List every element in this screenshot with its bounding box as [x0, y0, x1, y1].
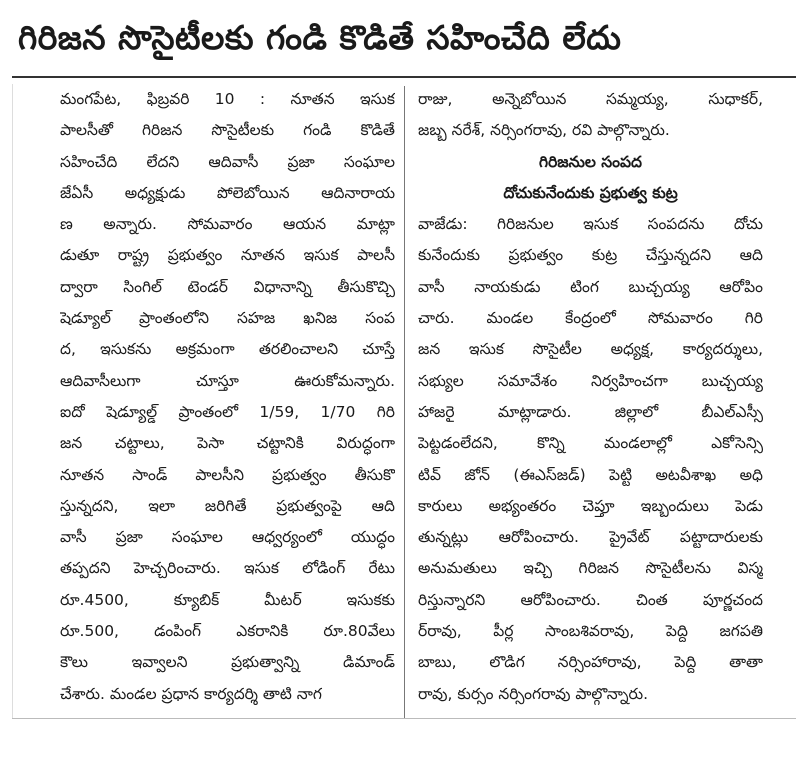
text-line: పెట్టడంలేదని, కొన్ని మండలాల్లో ఎకోసెన్సి [418, 434, 763, 453]
text-line: తప్పదని హెచ్చరించారు. ఇసుక లోడింగ్ రేటు [60, 559, 395, 578]
text-line: ర్‌రావు, పీర్ల సాంబశివరావు, పెద్ది జగపతి [418, 622, 763, 641]
subheading: దోచుకునేందుకు ప్రభుత్వ కుట్ర [503, 183, 678, 202]
headline-rule [12, 76, 796, 78]
text-line: వాజేడు: గిరిజనుల ఇసుక సంపదను దోచు [418, 215, 763, 234]
text-line: ద్వారా సింగిల్ టెండర్ విధానాన్ని తీసుకొచ్చి [60, 277, 395, 296]
text-line: ణ అన్నారు. సోమవారం ఆయన మాట్లా [60, 215, 395, 234]
text-line: స్తున్నదని, ఇలా జరిగితే ప్రభుత్వంపై ఆది [60, 496, 395, 515]
text-line: బాబు, లొడిగ నర్సింహారావు, పెద్ది తాతా [418, 653, 763, 672]
text-line: కారులు అభ్యంతరం చెప్తూ ఇబ్బందులు పెడు [418, 496, 763, 515]
text-line: పాలసీతో గిరిజన సొసైటీలకు గండి కొడితే [60, 121, 395, 140]
text-line: చేశారు. మండల ప్రధాన కార్యదర్శి తాటి నాగ [60, 684, 322, 703]
text-line: ఆదివాసీలుగా చూస్తూ ఊరుకోమన్నారు. [60, 371, 395, 390]
bottom-rule [12, 718, 796, 719]
text-line: టివ్ జోన్ (ఈఎస్‌జడ్) పెట్టి అటవీశాఖ అధి [418, 465, 763, 484]
text-line: జబ్బ నరేశ్, నర్సింగరావు, రవి పాల్గొన్నారు. [418, 121, 670, 140]
headline: గిరిజన సొసైటీలకు గండి కొడితే సహించేది లేదు [18, 18, 622, 57]
text-line: ఐదో షెడ్యూల్డ్ ప్రాంతంలో 1/59, 1/70 గిరి [60, 402, 395, 421]
text-line: కునేందుకు ప్రభుత్వం కుట్ర చేస్తున్నదని ఆది [418, 246, 763, 265]
text-line: రిస్తున్నారని ఆరోపించారు. చింత పూర్ణచంద [418, 590, 763, 609]
text-line: వాసీ ప్రజా సంఘాల ఆధ్వర్యంలో యుద్ధం [60, 528, 395, 547]
text-line: తున్నట్లు ఆరోపించారు. ప్రైవేట్ పట్టాదారులకు [418, 528, 763, 547]
text-line: సభ్యుల సమావేశం నిర్వహించగా బుచ్చయ్య [418, 371, 763, 390]
text-line: డుతూ రాష్ట్ర ప్రభుత్వం నూతన ఇసుక పాలసీ [60, 246, 395, 265]
text-line: కౌలు ఇవ్వాలని ప్రభుత్వాన్ని డిమాండ్ [60, 653, 395, 672]
text-line: అనుమతులు ఇచ్చి గిరిజన సొసైటీలను విస్మ [418, 559, 763, 578]
margin-line [12, 84, 13, 718]
text-line: జేఏసీ అధ్యక్షుడు పోలెబోయిన ఆదినారాయ [60, 183, 395, 202]
text-line: నూతన సాండ్ పాలసీని ప్రభుత్వం తీసుకొ [60, 465, 395, 484]
subheading: గిరిజనుల సంపద [539, 152, 642, 171]
article-left-column [60, 84, 395, 710]
text-line: జన చట్టాలు, పెసా చట్టానికి విరుద్ధంగా [60, 434, 395, 453]
text-line: రూ.4500, క్యూబిక్ మీటర్ ఇసుకకు [60, 590, 395, 609]
text-line: రావు, కుర్సం నర్సింగరావు పాల్గొన్నారు. [418, 684, 649, 703]
text-line: జన ఇసుక సొసైటీల అధ్యక్ష, కార్యదర్శులు, [418, 340, 763, 359]
text-line: వాసీ నాయకుడు టింగ బుచ్చయ్య ఆరోపిం [418, 277, 763, 296]
text-line: హాజరై మాట్లాడారు. జిల్లాలో బీఎల్ఎస్సీ [418, 402, 763, 421]
column-divider [404, 86, 405, 718]
text-line: సహించేది లేదని ఆదివాసీ ప్రజా సంఘాల [60, 152, 395, 171]
article-right-column [418, 84, 763, 710]
text-line: షెడ్యూల్ ప్రాంతంలోని సహజ ఖనిజ సంప [60, 309, 395, 328]
text-line: చారు. మండల కేంద్రంలో సోమవారం గిరి [418, 309, 763, 328]
text-line: ద, ఇసుకను అక్రమంగా తరలించాలని చూస్తే [60, 340, 395, 359]
text-line: రాజు, అన్నెబోయిన సమ్మయ్య, సుధాకర్, [418, 90, 763, 108]
text-line: రూ.500, డంపింగ్ ఎకరానికి రూ.80వేలు [60, 622, 395, 641]
text-line: మంగపేట, ఫిబ్రవరి 10 : నూతన ఇసుక [60, 90, 395, 108]
